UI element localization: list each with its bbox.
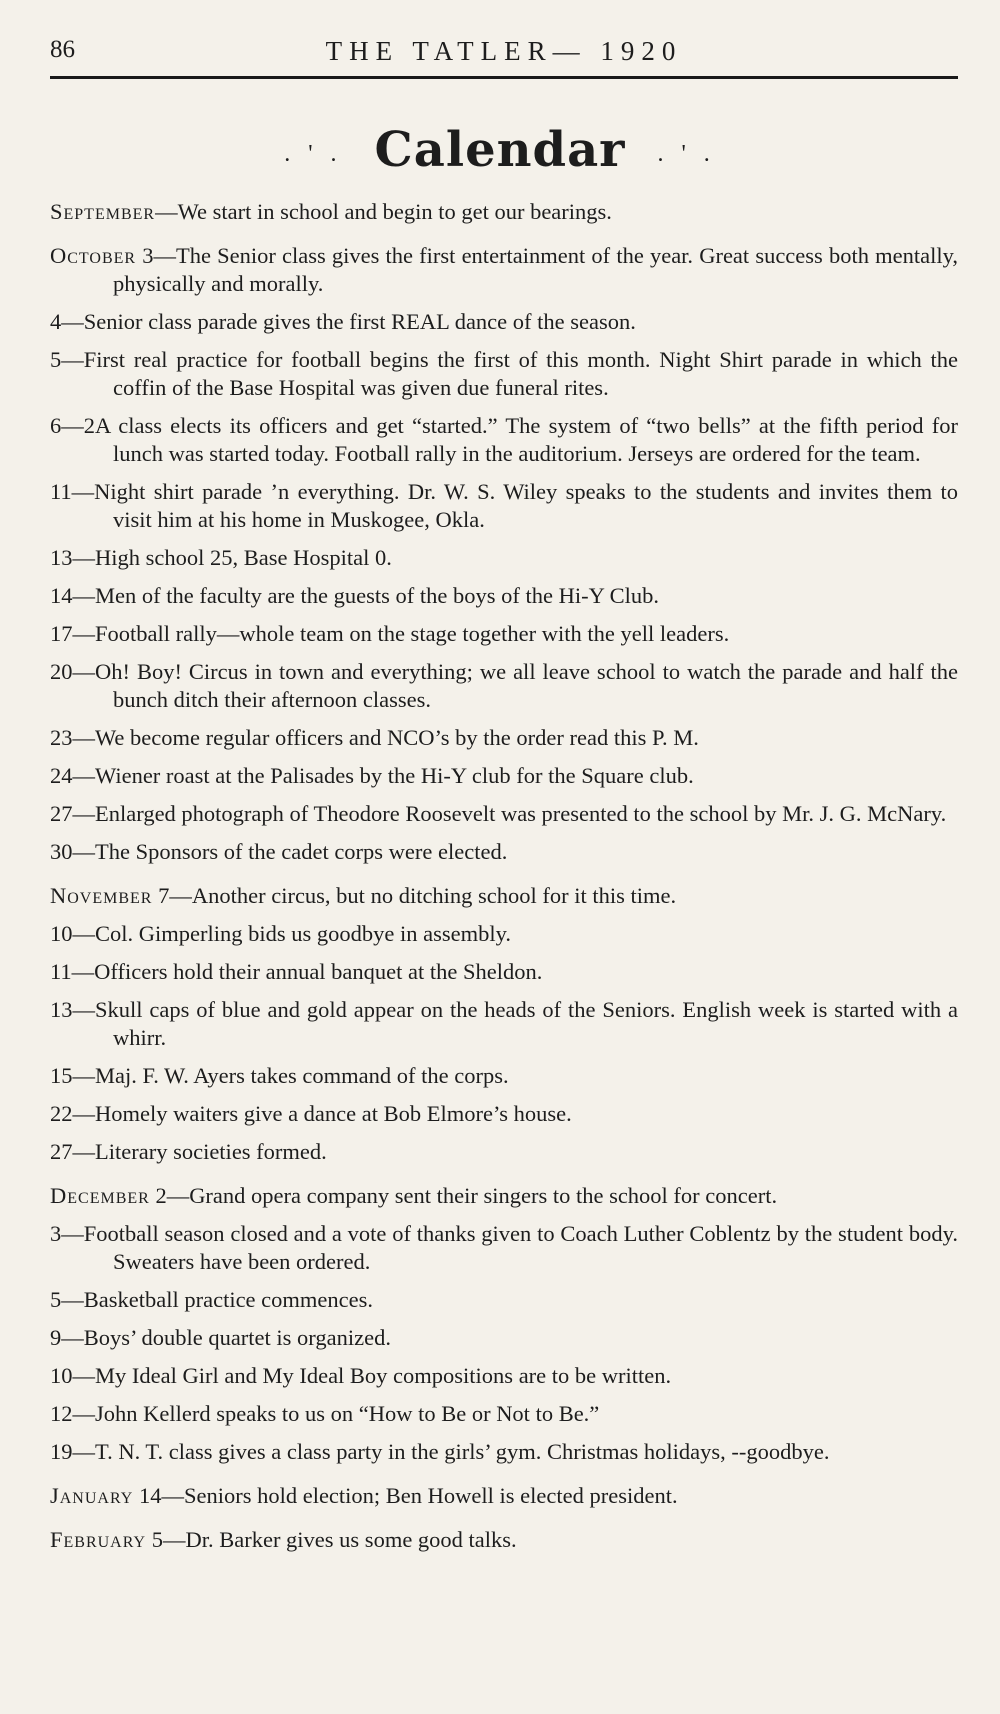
month-name: September <box>50 199 156 224</box>
entry-text: —Basketball practice commences. <box>61 1287 373 1312</box>
calendar-entry <box>50 1286 958 1314</box>
entry-day: 9 <box>50 1325 62 1350</box>
entry-text: —Wiener roast at the Palisades by the Hi-Y club for the Square club. <box>72 763 694 788</box>
entry-day: 24 <box>50 763 73 788</box>
calendar-body <box>50 198 958 1570</box>
calendar-entry <box>50 996 958 1052</box>
entry-text: —High school 25, Base Hospital 0. <box>72 545 392 570</box>
calendar-title-row <box>0 122 1000 192</box>
calendar-entry <box>50 800 958 828</box>
entry-text: —The Sponsors of the cadet corps were elected. <box>72 839 508 864</box>
running-head <box>50 36 958 76</box>
entry-day: 10 <box>50 1363 73 1388</box>
entry-day: 23 <box>50 725 73 750</box>
calendar-entry <box>50 920 958 948</box>
entry-day: 6 <box>50 413 62 438</box>
calendar-title: Calendar <box>374 122 626 178</box>
month-block-september <box>50 198 958 226</box>
entry-day: 10 <box>50 921 73 946</box>
month-name: October <box>50 243 137 268</box>
month-block-october <box>50 242 958 866</box>
entry-text: —We start in school and begin to get our bearings. <box>155 199 612 224</box>
entry-text: —Football season closed and a vote of thanks given to Coach Luther Coblentz by the student body. Sweaters have been ordered. <box>61 1221 958 1274</box>
entry-day: 27 <box>50 801 73 826</box>
entry-day: 22 <box>50 1101 73 1126</box>
calendar-entry <box>50 198 958 226</box>
month-name: January <box>50 1483 134 1508</box>
calendar-entry <box>50 838 958 866</box>
calendar-entry <box>50 620 958 648</box>
calendar-entry <box>50 724 958 752</box>
calendar-entry <box>50 882 958 910</box>
calendar-entry <box>50 1220 958 1276</box>
entry-text: —Football rally—whole team on the stage together with the yell leaders. <box>72 621 730 646</box>
calendar-entry <box>50 1362 958 1390</box>
calendar-entry <box>50 1100 958 1128</box>
month-block-january <box>50 1482 958 1510</box>
entry-day: 7 <box>158 883 170 908</box>
calendar-entry <box>50 958 958 986</box>
calendar-entry <box>50 1062 958 1090</box>
calendar-entry <box>50 1482 958 1510</box>
calendar-entry <box>50 544 958 572</box>
entry-day: 12 <box>50 1401 73 1426</box>
entry-text: —Col. Gimperling bids us goodbye in assembly. <box>72 921 512 946</box>
entry-text: —Skull caps of blue and gold appear on the heads of the Seniors. English week is started with a whirr. <box>72 997 958 1050</box>
calendar-entry <box>50 1138 958 1166</box>
entry-day: 11 <box>50 959 72 984</box>
page-number: 86 <box>50 36 75 63</box>
month-name: December <box>50 1183 150 1208</box>
entry-day: 14 <box>50 583 73 608</box>
calendar-entry <box>50 1526 958 1554</box>
entry-day: 15 <box>50 1063 73 1088</box>
entry-day: 13 <box>50 545 73 570</box>
entry-text: —Enlarged photograph of Theodore Roosevelt was presented to the school by Mr. J. G. McNary. <box>72 801 947 826</box>
month-name: February <box>50 1527 147 1552</box>
calendar-entry <box>50 1400 958 1428</box>
entry-text: —Dr. Barker gives us some good talks. <box>162 1527 517 1552</box>
month-block-november <box>50 882 958 1166</box>
title-ornament-left: . ' . <box>284 140 343 167</box>
entry-text: —T. N. T. class gives a class party in the girls’ gym. Christmas holidays, --goodbye. <box>72 1439 830 1464</box>
calendar-entry <box>50 478 958 534</box>
entry-day: 11 <box>50 479 72 504</box>
calendar-entry <box>50 1324 958 1352</box>
month-block-december <box>50 1182 958 1466</box>
entry-day: 17 <box>50 621 73 646</box>
month-name: November <box>50 883 153 908</box>
entry-day: 30 <box>50 839 73 864</box>
entry-day: 14 <box>138 1483 162 1508</box>
header-title: THE TATLER— 1920 <box>325 36 683 66</box>
entry-text: —Grand opera company sent their singers to the school for concert. <box>166 1183 778 1208</box>
entry-day: 13 <box>50 997 73 1022</box>
entry-text: —My Ideal Girl and My Ideal Boy compositions are to be written. <box>72 1363 672 1388</box>
entry-text: —John Kellerd speaks to us on “How to Be or Not to Be.” <box>72 1401 600 1426</box>
entry-day: 27 <box>50 1139 73 1164</box>
entry-text: —Night shirt parade ’n everything. Dr. W. S. Wiley speaks to the students and invites them to visit him at his home in Muskogee, Okla. <box>71 479 958 532</box>
entry-day: 3 <box>50 1221 62 1246</box>
entry-text: —Officers hold their annual banquet at the Sheldon. <box>71 959 543 984</box>
entry-day: 3 <box>142 243 154 268</box>
calendar-entry <box>50 1182 958 1210</box>
entry-day: 19 <box>50 1439 73 1464</box>
entry-text: —Homely waiters give a dance at Bob Elmore’s house. <box>72 1101 572 1126</box>
entry-text: —Oh! Boy! Circus in town and everything; we all leave school to watch the parade and half the bunch ditch their afternoon classes. <box>72 659 958 712</box>
entry-day: 2 <box>155 1183 167 1208</box>
entry-text: —Seniors hold election; Ben Howell is elected president. <box>161 1483 678 1508</box>
calendar-entry <box>50 346 958 402</box>
calendar-entry <box>50 308 958 336</box>
entry-day: 4 <box>50 309 62 334</box>
title-ornament-right: . ' . <box>657 140 716 167</box>
calendar-entry <box>50 242 958 298</box>
entry-day: 20 <box>50 659 73 684</box>
entry-text: —2A class elects its officers and get “started.” The system of “two bells” at the fifth period for lunch was started today. Football rally in the auditorium. Jerseys are ordered for the team. <box>61 413 958 466</box>
entry-text: —Men of the faculty are the guests of the boys of the Hi-Y Club. <box>72 583 660 608</box>
entry-text: —Maj. F. W. Ayers takes command of the corps. <box>72 1063 509 1088</box>
month-block-february <box>50 1526 958 1554</box>
entry-text: —Another circus, but no ditching school for it this time. <box>169 883 677 908</box>
entry-day: 5 <box>50 1287 62 1312</box>
entry-text: —First real practice for football begins the first of this month. Night Shirt parade in which the coffin of the Base Hospital was given due funeral rites. <box>61 347 958 400</box>
calendar-entry <box>50 582 958 610</box>
header-rule <box>50 76 958 79</box>
entry-day: 5 <box>151 1527 163 1552</box>
calendar-entry <box>50 1438 958 1466</box>
entry-text: —Senior class parade gives the first REAL dance of the season. <box>61 309 636 334</box>
entry-day: 5 <box>50 347 62 372</box>
entry-text: —We become regular officers and NCO’s by the order read this P. M. <box>72 725 699 750</box>
calendar-entry <box>50 658 958 714</box>
entry-text: —Literary societies formed. <box>72 1139 327 1164</box>
entry-text: —The Senior class gives the first entertainment of the year. Great success both mentally, physically and morally. <box>113 243 958 296</box>
calendar-entry <box>50 762 958 790</box>
entry-text: —Boys’ double quartet is organized. <box>61 1325 391 1350</box>
calendar-entry <box>50 412 958 468</box>
